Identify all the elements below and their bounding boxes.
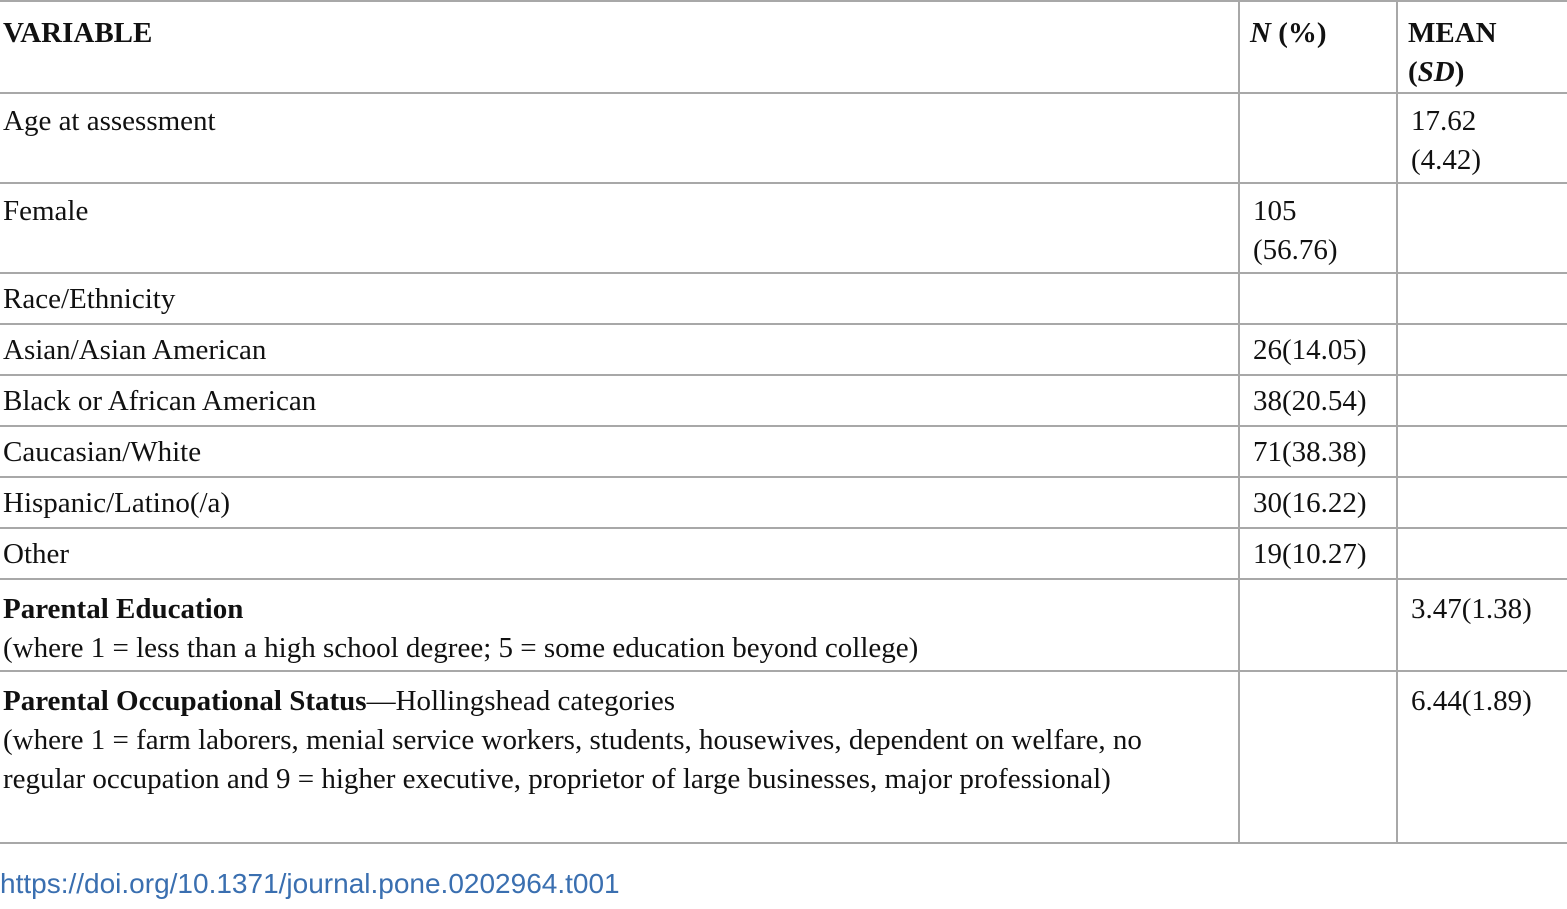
row-n-value: 26(14.05) [1239,324,1397,375]
header-n-percent-suffix: (%) [1270,17,1327,49]
row-mean-value [1397,426,1567,477]
table-row-black [0,375,1567,426]
row-label: Hispanic/Latino(/a) [0,477,1239,528]
row-label: Black or African American [0,375,1239,426]
row-mean-value [1397,93,1567,183]
row-label: Race/Ethnicity [0,273,1239,324]
row-n-value: 38(20.54) [1239,375,1397,426]
header-n-symbol: N [1250,17,1271,49]
row-mean-line1: 17.62 [1411,105,1477,137]
row-label: Parental Occupational Status [3,685,367,717]
header-mean-sd [1397,1,1567,93]
row-n-value [1239,671,1397,843]
table-row-asian [0,324,1567,375]
row-n-value: 19(10.27) [1239,528,1397,579]
row-label: Age at assessment [0,93,1239,183]
row-label-suffix: —Hollingshead categories [366,685,676,717]
header-variable: VARIABLE [0,1,1239,93]
row-mean-value: 3.47(1.38) [1397,579,1567,671]
row-mean-value [1397,183,1567,273]
row-n-value [1239,93,1397,183]
row-label-cell [0,671,1239,843]
table-row-parental-occupation [0,671,1567,843]
row-label: Asian/Asian American [0,324,1239,375]
row-label-cell [0,579,1239,671]
table-row-hispanic [0,477,1567,528]
row-mean-value [1397,375,1567,426]
row-n-value: 30(16.22) [1239,477,1397,528]
row-mean-value: 6.44(1.89) [1397,671,1567,843]
header-mean-label: MEAN [1408,17,1497,49]
header-row [0,1,1567,93]
row-n-value: 71(38.38) [1239,426,1397,477]
header-sd-open: ( [1408,56,1418,88]
row-mean-value [1397,324,1567,375]
table-row-race-ethnicity [0,273,1567,324]
row-label: Caucasian/White [0,426,1239,477]
row-n-line2: (56.76) [1253,234,1338,266]
row-n-line1: 105 [1253,195,1297,227]
table-row-caucasian [0,426,1567,477]
header-n-percent [1239,1,1397,93]
row-mean-value [1397,273,1567,324]
table-row-female [0,183,1567,273]
table-row-parental-education [0,579,1567,671]
row-n-value [1239,183,1397,273]
row-label: Other [0,528,1239,579]
row-label: Parental Education [3,593,244,625]
row-mean-value [1397,477,1567,528]
doi-link[interactable]: https://doi.org/10.1371/journal.pone.0202964.t001 [0,868,620,899]
row-mean-value [1397,528,1567,579]
row-label: Female [0,183,1239,273]
header-sd-symbol: SD [1417,56,1455,88]
table-row-age [0,93,1567,183]
table-row-other [0,528,1567,579]
row-note: (where 1 = less than a high school degree; 5 = some education beyond college) [3,632,919,664]
header-sd-close: ) [1454,56,1465,88]
row-note: (where 1 = farm laborers, menial service workers, students, housewives, dependent on welfare, no regular occupation and 9 = higher executive, proprietor of large businesses, major professional) [3,724,1142,795]
row-mean-line2: (4.42) [1411,144,1482,176]
row-n-value [1239,273,1397,324]
row-n-value [1239,579,1397,671]
